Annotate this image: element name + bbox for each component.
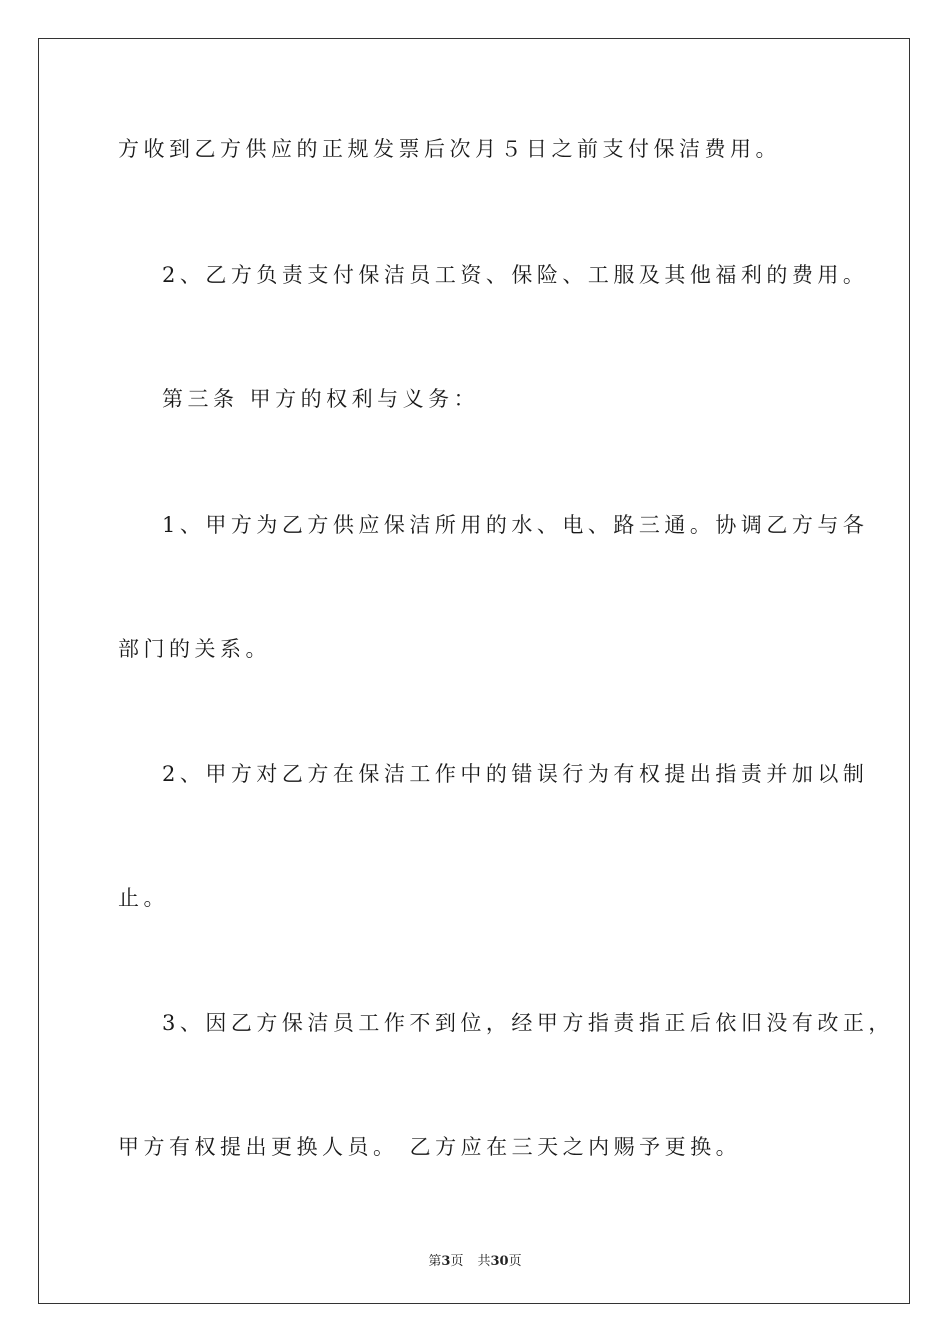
paragraph-line-2: 2、乙方负责支付保洁员工资、保险、工服及其他福利的费用。 <box>162 263 869 287</box>
paragraph-line-7: 止。 <box>118 886 169 910</box>
total-suffix: 页 <box>508 1254 522 1269</box>
total-page-count: 30 <box>490 1254 509 1269</box>
paragraph-line-1: 方收到乙方供应的正规发票后次月５日之前支付保洁费用。 <box>118 137 781 161</box>
paragraph-line-5: 部门的关系。 <box>118 637 271 661</box>
section-heading-article-3: 第三条 甲方的权利与义务： <box>162 387 480 411</box>
total-prefix: 共 <box>477 1254 491 1269</box>
paragraph-line-4: 1、甲方为乙方供应保洁所用的水、电、路三通。协调乙方与各 <box>162 513 869 537</box>
paragraph-line-8: 3、因乙方保洁员工作不到位，经甲方指责指正后依旧没有改正， <box>162 1011 894 1035</box>
current-page-number: 3 <box>441 1254 451 1269</box>
page-border <box>38 38 910 1304</box>
paragraph-line-9: 甲方有权提出更换人员。 乙方应在三天之内赐予更换。 <box>118 1135 742 1159</box>
page-suffix: 页 <box>450 1254 464 1269</box>
page-footer <box>0 1250 950 1269</box>
paragraph-line-6: 2、甲方对乙方在保洁工作中的错误行为有权提出指责并加以制 <box>162 762 869 786</box>
page-prefix: 第 <box>428 1254 442 1269</box>
